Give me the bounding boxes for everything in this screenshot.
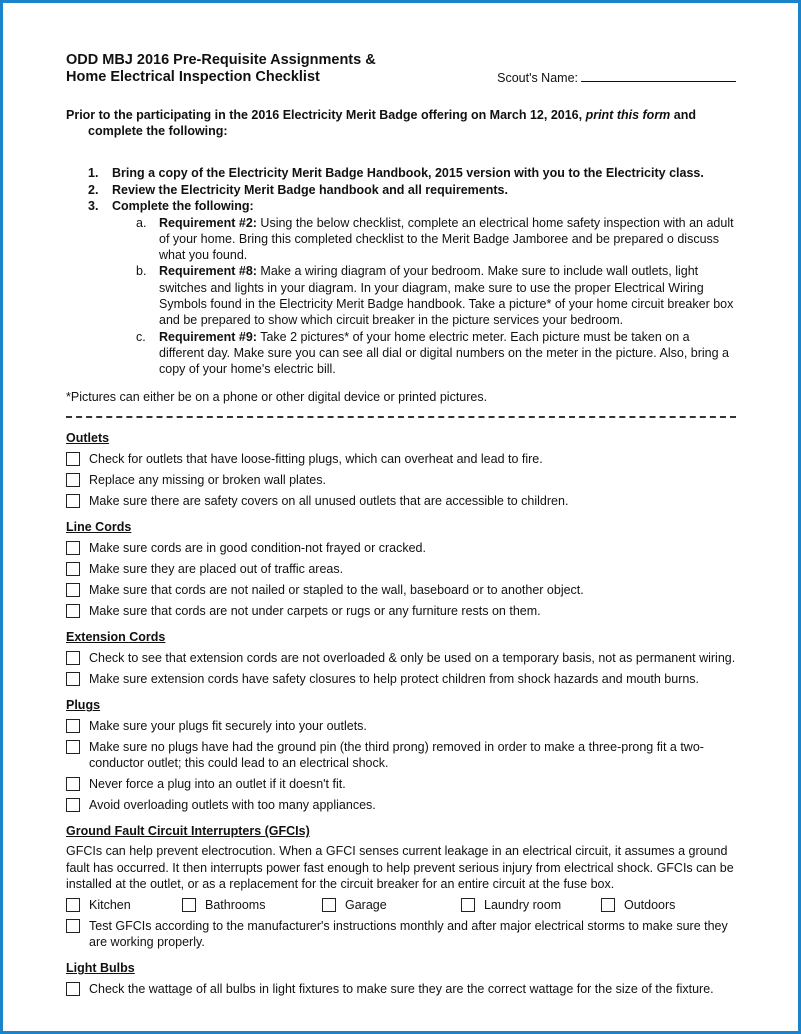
- step-number: 1.: [88, 166, 99, 180]
- intro-text-before: Prior to the participating in the 2016 Electricity Merit Badge offering on March 12, 2016,: [66, 108, 586, 122]
- substep-text: Make a wiring diagram of your bedroom. Make sure to include wall outlets, light switches and lights in your diagram. In your diagram, make sure to use the proper Electrical Wiring Symbols found in the Electricity Merit Badge handbook. Take a picture* of your home circuit breaker box and be prepared to show which circuit breaker in the picture services your bedroom.: [159, 264, 734, 328]
- checkbox[interactable]: [66, 798, 80, 812]
- step-item: [66, 198, 736, 215]
- checklist-item: [66, 451, 736, 467]
- gfci-option-garage: [322, 897, 387, 913]
- checklist-item: [66, 493, 736, 509]
- checkbox[interactable]: [601, 898, 615, 912]
- checklist-item-text: Avoid overloading outlets with too many appliances.: [89, 798, 376, 813]
- checklist-item-text: Make sure they are placed out of traffic areas.: [89, 562, 344, 577]
- checkbox[interactable]: [182, 898, 196, 912]
- gfci-option-label: Outdoors: [624, 898, 676, 913]
- checkbox[interactable]: [66, 919, 80, 933]
- checkbox[interactable]: [66, 562, 80, 576]
- substep-letter: b.: [136, 264, 147, 279]
- step-text: Review the Electricity Merit Badge handbook and all requirements.: [112, 182, 508, 197]
- substep-label: Requirement #9:: [159, 329, 257, 344]
- checkbox[interactable]: [66, 473, 80, 487]
- substep-label: Requirement #8:: [159, 264, 257, 279]
- substep-item: [66, 215, 736, 264]
- substep-item: [66, 263, 736, 328]
- checklist-item-text: Make sure that cords are not under carpets or rugs or any furniture rests on them.: [89, 604, 541, 619]
- title-line-1: ODD MBJ 2016 Pre-Requisite Assignments &: [66, 52, 376, 68]
- checklist-item-text: Make sure your plugs fit securely into your outlets.: [89, 719, 367, 734]
- checklist-item-text: Check to see that extension cords are not overloaded & only be used on a temporary basis, not as permanent wiring.: [89, 651, 736, 666]
- title-line-2: Home Electrical Inspection Checklist: [66, 69, 320, 85]
- checklist-item-text: Replace any missing or broken wall plates.: [89, 473, 326, 488]
- header: [66, 52, 736, 88]
- checklist-item-text: Check for outlets that have loose-fitting plugs, which can overheat and lead to fire.: [89, 452, 543, 467]
- step-item: [66, 182, 736, 199]
- checklist-item-text: Never force a plug into an outlet if it doesn't fit.: [89, 777, 346, 792]
- steps-list: [66, 165, 736, 377]
- checklist-item: [66, 650, 736, 666]
- checkbox[interactable]: [461, 898, 475, 912]
- checkbox[interactable]: [66, 740, 80, 754]
- gfci-option-bathrooms: [182, 897, 265, 913]
- step-text: Bring a copy of the Electricity Merit Badge Handbook, 2015 version with you to the Electricity class.: [112, 166, 704, 180]
- section-title-line-cords: Line Cords: [66, 520, 132, 535]
- gfci-option-label: Laundry room: [484, 898, 562, 913]
- intro-text-after: and complete the following:: [88, 108, 696, 138]
- pictures-footnote: *Pictures can either be on a phone or other digital device or printed pictures.: [66, 390, 488, 405]
- gfci-option-laundry-room: [461, 897, 561, 913]
- checklist-item: [66, 603, 736, 619]
- checklist-item-text: Check the wattage of all bulbs in light fixtures to make sure they are the correct wattage for the size of the fixture.: [89, 982, 714, 997]
- checkbox[interactable]: [66, 651, 80, 665]
- step-number: 3.: [88, 199, 99, 213]
- substeps-list: [66, 215, 736, 378]
- section-title-gfci: Ground Fault Circuit Interrupters (GFCIs): [66, 824, 310, 839]
- substep-label: Requirement #2:: [159, 215, 257, 230]
- gfci-option-label: Garage: [345, 898, 387, 913]
- scout-name-field[interactable]: [497, 69, 736, 86]
- substep-letter: c.: [136, 329, 146, 344]
- checklist-item: [66, 797, 736, 813]
- gfci-option-kitchen: [66, 897, 131, 913]
- checkbox[interactable]: [322, 898, 336, 912]
- checklist-item: [66, 582, 736, 598]
- checkbox[interactable]: [66, 583, 80, 597]
- checklist-item-text: Make sure no plugs have had the ground pin (the third prong) removed in order to make a three-prong fit a two-conductor outlet; this could lead to an electrical shock.: [89, 740, 704, 771]
- substep-text: Take 2 pictures* of your home electric meter. Each picture must be taken on a different day. Make sure you can see all dial or digital numbers on the meter in the picture. Also, bring a copy of your home's electric bill.: [159, 329, 729, 377]
- section-title-light-bulbs: Light Bulbs: [66, 961, 135, 976]
- substep-letter: a.: [136, 215, 147, 230]
- gfci-paragraph: GFCIs can help prevent electrocution. When a GFCI senses current leakage in an electrical circuit, it assumes a ground fault has occurred. It then interrupts power fast enough to help prevent serious injury from electrical shock. GFCIs can be installed at the outlet, or as a replacement for the circuit breaker for an entire circuit at the fuse box.: [66, 844, 734, 892]
- checkbox[interactable]: [66, 898, 80, 912]
- step-number: 2.: [88, 182, 99, 197]
- section-title-extension-cords: Extension Cords: [66, 630, 166, 645]
- checkbox[interactable]: [66, 541, 80, 555]
- checkbox[interactable]: [66, 452, 80, 466]
- checkbox[interactable]: [66, 777, 80, 791]
- gfci-option-label: Kitchen: [89, 898, 131, 913]
- checklist-document: [66, 52, 736, 997]
- checkbox[interactable]: [66, 494, 80, 508]
- checklist-item: [66, 918, 736, 950]
- section-title-outlets: Outlets: [66, 431, 110, 446]
- checklist-item-text: Make sure there are safety covers on all unused outlets that are accessible to children.: [89, 494, 569, 509]
- checklist-item: [66, 981, 736, 997]
- step-text: Complete the following:: [112, 199, 254, 213]
- checklist-item-text: Make sure cords are in good condition-not frayed or cracked.: [89, 541, 426, 556]
- scout-name-label: Scout's Name:: [497, 71, 578, 85]
- checklist-item: [66, 671, 736, 687]
- checklist-item-text: Make sure extension cords have safety closures to help protect children from shock hazards and mouth burns.: [89, 672, 700, 687]
- dashed-divider: [66, 416, 736, 418]
- checkbox[interactable]: [66, 719, 80, 733]
- checklist-item: [66, 776, 736, 792]
- checkbox[interactable]: [66, 672, 80, 686]
- scout-name-blank-line[interactable]: [581, 69, 736, 82]
- checklist-item: [66, 540, 736, 556]
- gfci-option-label: Bathrooms: [205, 898, 266, 913]
- substep-text: Using the below checklist, complete an electrical home safety inspection with an adult of your home. Bring this completed checklist to the Merit Badge Jamboree and be prepared o discuss what you found.: [159, 215, 734, 263]
- gfci-option-outdoors: [601, 897, 675, 913]
- checklist-item: [66, 718, 736, 734]
- checkbox[interactable]: [66, 982, 80, 996]
- checkbox[interactable]: [66, 604, 80, 618]
- intro-emphasis: print this form: [585, 108, 671, 122]
- intro-paragraph: [66, 107, 736, 139]
- checklist-item: [66, 739, 736, 771]
- checklist-item: [66, 561, 736, 577]
- gfci-location-options: [66, 897, 736, 913]
- checklist-item-text: Test GFCIs according to the manufacturer's instructions monthly and after major electrical storms to make sure they are working properly.: [89, 919, 728, 950]
- checklist-item-text: Make sure that cords are not nailed or stapled to the wall, baseboard or to another object.: [89, 583, 584, 598]
- checklist-item: [66, 472, 736, 488]
- section-title-plugs: Plugs: [66, 698, 101, 713]
- substep-item: [66, 329, 736, 378]
- step-item: [66, 165, 736, 182]
